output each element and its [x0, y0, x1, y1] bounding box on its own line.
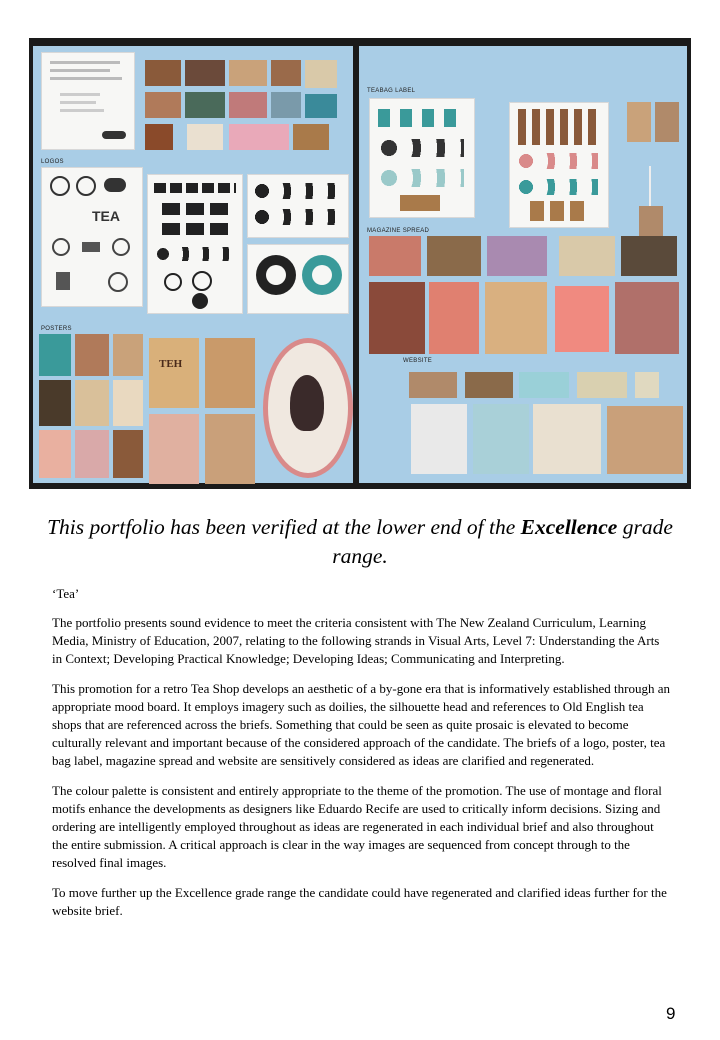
- teabag-design-card: [509, 102, 609, 228]
- caption-prefix: This portfolio has been verified at the lower end of the: [47, 515, 521, 539]
- paragraph: To move further up the Excellence grade range the candidate could have regenerated and clarified ideas further for the website brief.: [52, 885, 667, 918]
- right-board: [359, 46, 687, 483]
- teabag-label-label: TEABAG LABEL: [367, 88, 416, 94]
- logo-final-card: [247, 244, 349, 314]
- page-number: 9: [666, 1004, 676, 1023]
- paragraph: The portfolio presents sound evidence to meet the criteria consistent with The New Zealand Curriculum, Learning Media, Ministry of Education, 2007, relating to the following strands in Visual Arts, Level 7: Understanding the Arts in Context; Developing Practical Knowledge; Developing Ideas; Communicating and Interpreting.: [52, 615, 660, 666]
- left-board: [33, 46, 353, 483]
- posters-label: POSTERS: [41, 326, 72, 332]
- mood-board-images: [141, 56, 341, 156]
- website-thumbnails: [409, 366, 683, 476]
- verification-caption: [30, 513, 690, 571]
- caption-suffix: grade range.: [332, 515, 673, 568]
- teh-poster-text: TEH: [159, 358, 183, 370]
- caption-bold: Excellence: [520, 515, 618, 539]
- magazine-spread-thumbnails: [369, 236, 683, 356]
- poster-finals: [149, 338, 257, 484]
- magazine-spread-label: MAGAZINE SPREAD: [367, 228, 430, 234]
- paragraph: This promotion for a retro Tea Shop develops an aesthetic of a by-gone era that is informatively established through an appropriate mood board. It employs imagery such as doilies, the silhouette head and references to Old English tea shops that are referenced across the briefs. Something that could be seen as quite prosaic is elevated to become culturally relevant and important because of the considered approach of the candidate. The briefs of a logo, poster, tea bag label, magazine spread and website are sensitively considered as ideas are clarified and regenerated.: [52, 681, 670, 768]
- tea-logo-sketch: TEA: [92, 208, 120, 224]
- poster-oval-frame: [263, 338, 353, 478]
- teabag-sketch-card: [369, 98, 475, 218]
- portfolio-title: ‘Tea’: [52, 586, 80, 601]
- website-label: WEBSITE: [403, 358, 433, 364]
- poster-thumbnails: [39, 334, 143, 480]
- logo-grid-card: [147, 174, 243, 314]
- assessment-text: [52, 614, 672, 932]
- mood-board-text-card: [41, 52, 135, 150]
- teabag-hanging-tags: [623, 102, 683, 252]
- paragraph: The colour palette is consistent and entirely appropriate to the theme of the promotion. The use of montage and floral motifs enhance the developments as designers like Eduardo Recife are used to critically inform decisions. Sizing and ordering are intelligently employed throughout as ideas are regenerated in each individual brief and also throughout the entire submission. A critical approach is clear in the way images are sequenced from concept through to the resolved final images.: [52, 783, 662, 870]
- logos-label: LOGOS: [41, 159, 64, 165]
- portfolio-photo: [29, 38, 691, 489]
- logo-final-row-card: [247, 174, 349, 238]
- logo-sketches-card: [41, 167, 143, 307]
